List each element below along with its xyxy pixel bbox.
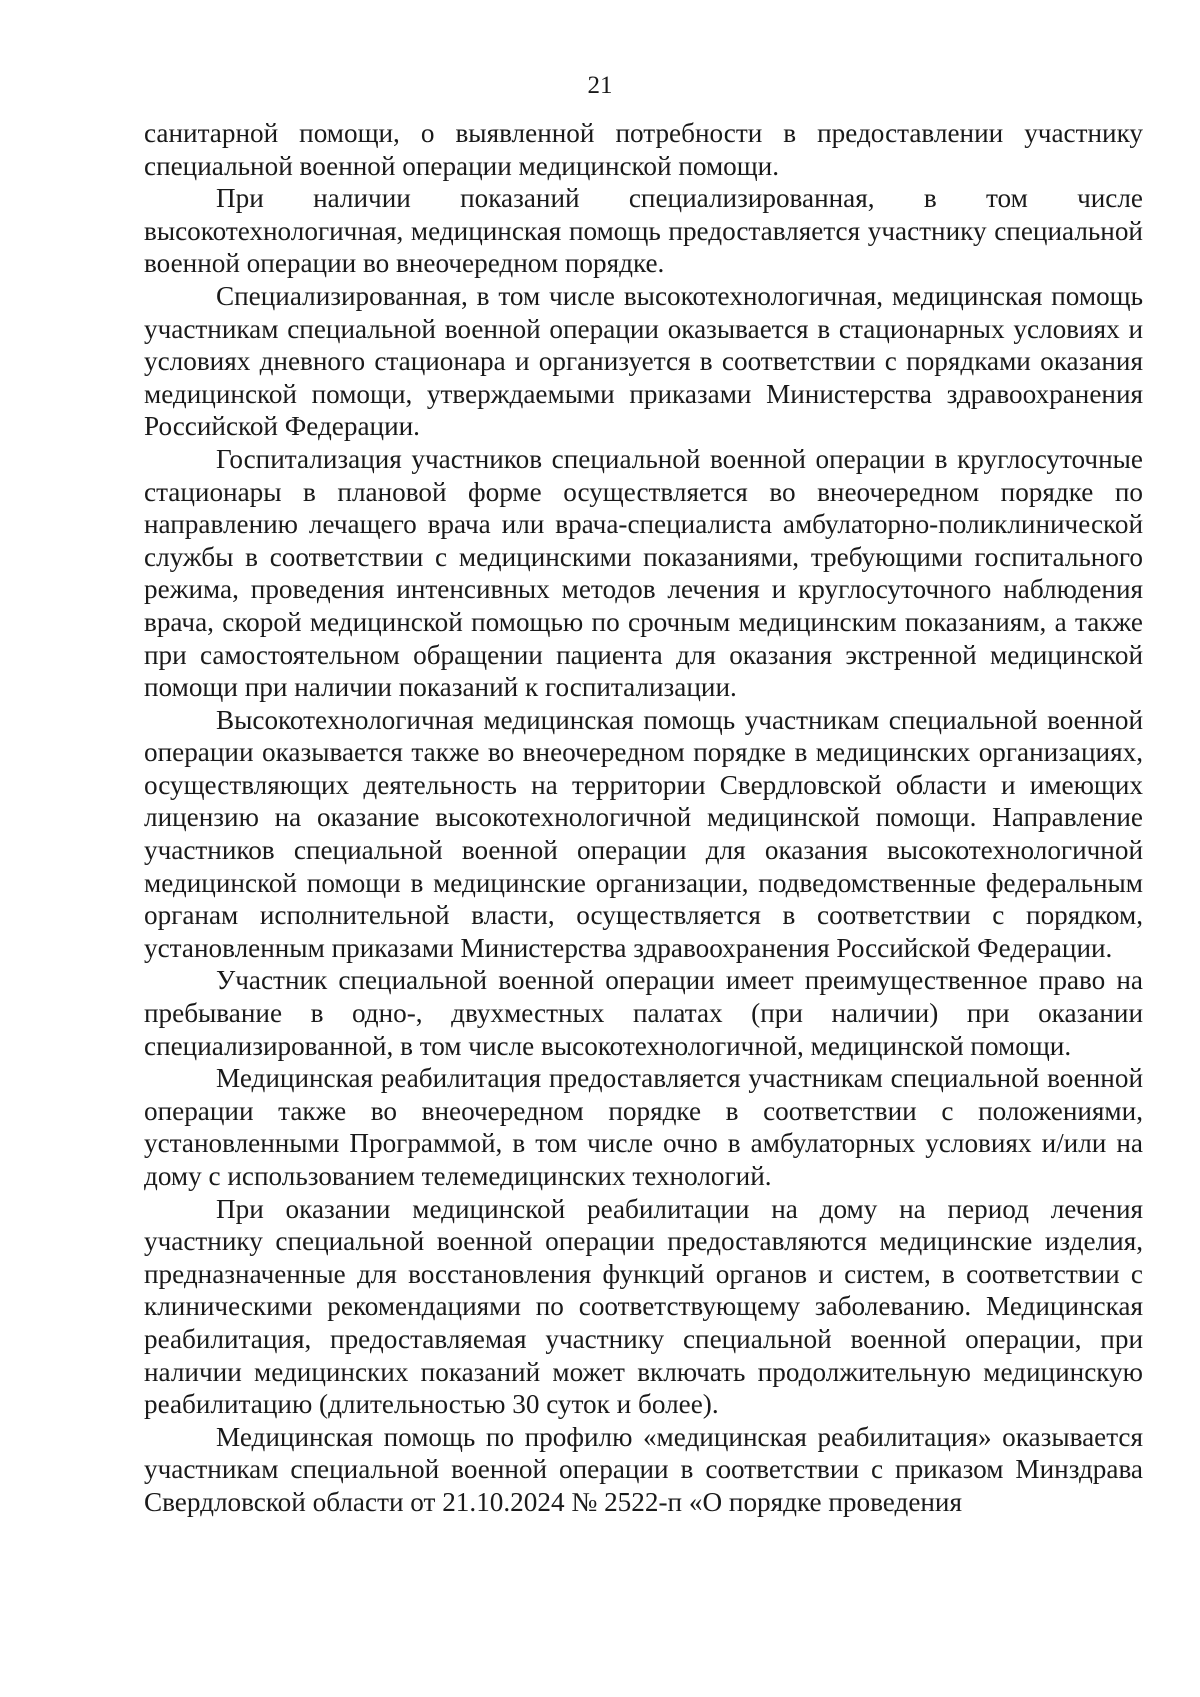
- paragraph-1: санитарной помощи, о выявленной потребности в предоставлении участнику специальной военной операции медицинской помощи.: [144, 118, 1143, 181]
- paragraph-3: Специализированная, в том числе высокотехнологичная, медицинская помощь участникам специальной военной операции оказывается в стационарных условиях и условиях дневного стационара и организуется в соответствии с порядками оказания медицинской помощи, утверждаемыми приказами Министерства здравоохранения Российской Федерации.: [144, 280, 1143, 442]
- paragraph-6: Участник специальной военной операции имеет преимущественное право на пребывание в одно-, двухместных палатах (при наличии) при оказании специализированной, в том числе высокотехнологичной, медицинской помощи.: [144, 965, 1143, 1061]
- paragraph-5: Высокотехнологичная медицинская помощь участникам специальной военной операции оказывается также во внеочередном порядке в медицинских организациях, осуществляющих деятельность на территории Свердловской области и имеющих лицензию на оказание высокотехнологичной медицинской помощи. Направление участников специальной военной операции для оказания высокотехнологичной медицинской помощи в медицинские организации, подведомственные федеральным органам исполнительной власти, осуществляется в соответствии с порядком, установленным приказами Министерства здравоохранения Российской Федерации.: [144, 704, 1143, 963]
- paragraph-2: При наличии показаний специализированная, в том числе высокотехнологичная, медицинская помощь предоставляется участнику специальной военной операции во внеочередном порядке.: [144, 183, 1143, 279]
- page-number: 21: [587, 72, 613, 99]
- paragraph-9: Медицинская помощь по профилю «медицинская реабилитация» оказывается участникам специальной военной операции в соответствии с приказом Минздрава Свердловской области от 21.10.2024 № 2522-п «О порядке проведения: [144, 1421, 1143, 1517]
- document-body: [144, 117, 1143, 1519]
- paragraph-4: Госпитализация участников специальной военной операции в круглосуточные стационары в плановой форме осуществляется во внеочередном порядке по направлению лечащего врача или врача-специалиста амбулаторно-поликлинической службы в соответствии с медицинскими показаниями, требующими госпитального режима, проведения интенсивных методов лечения и круглосуточного наблюдения врача, скорой медицинской помощью по срочным медицинским показаниям, а также при самостоятельном обращении пациента для оказания экстренной медицинской помощи при наличии показаний к госпитализации.: [144, 443, 1143, 703]
- paragraph-8: При оказании медицинской реабилитации на дому на период лечения участнику специальной военной операции предоставляются медицинские изделия, предназначенные для восстановления функций органов и систем, в соответствии с клиническими рекомендациями по соответствующему заболеванию. Медицинская реабилитация, предоставляемая участнику специальной военной операции, при наличии медицинских показаний может включать продолжительную медицинскую реабилитацию (длительностью 30 суток и более).: [144, 1193, 1143, 1420]
- paragraph-7: Медицинская реабилитация предоставляется участникам специальной военной операции также во внеочередном порядке в соответствии с положениями, установленными Программой, в том числе очно в амбулаторных условиях и/или на дому с использованием телемедицинских технологий.: [144, 1063, 1143, 1191]
